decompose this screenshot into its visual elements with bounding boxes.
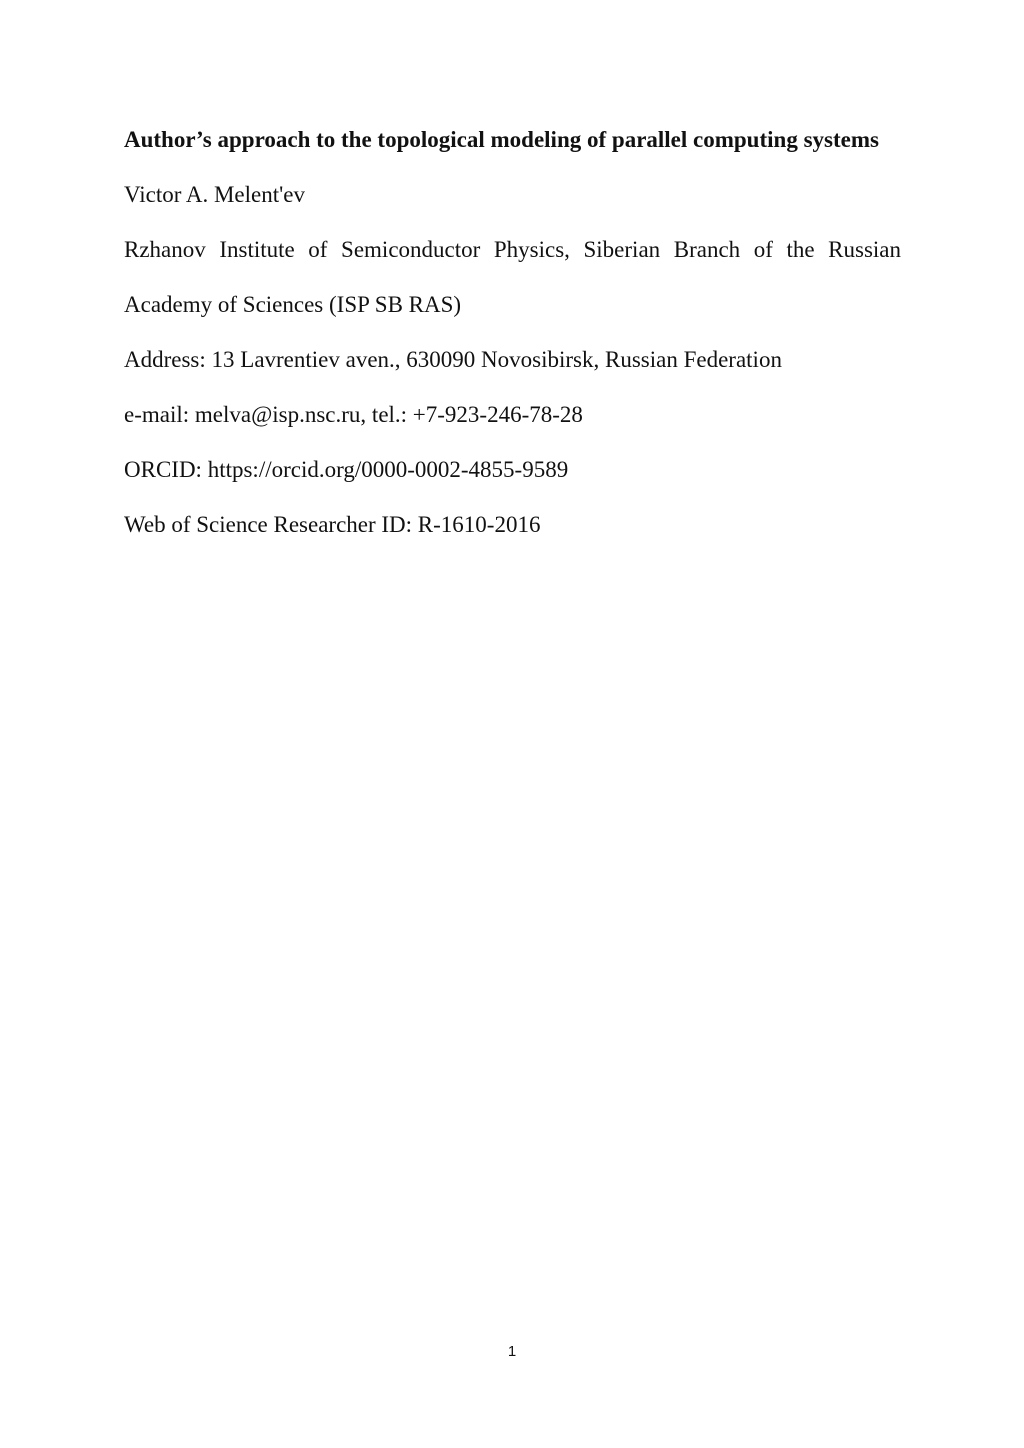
author-orcid: ORCID: https://orcid.org/0000-0002-4855-9589 [124, 457, 569, 482]
author-name: Victor A. Melent'ev [124, 182, 305, 207]
author-affiliation: Rzhanov Institute of Semiconductor Physics, Siberian Branch of the Russian Academy of Sciences (ISP SB RAS) [124, 237, 901, 317]
author-researcher-id: Web of Science Researcher ID: R-1610-2016 [124, 512, 541, 537]
author-contact: e-mail: melva@isp.nsc.ru, tel.: +7-923-246-78-28 [124, 402, 583, 427]
page-number: 1 [507, 1343, 517, 1360]
author-address: Address: 13 Lavrentiev aven., 630090 Novosibirsk, Russian Federation [124, 347, 782, 372]
title-page [124, 112, 901, 552]
paper-title: Author’s approach to the topological modeling of parallel computing systems [124, 127, 879, 152]
